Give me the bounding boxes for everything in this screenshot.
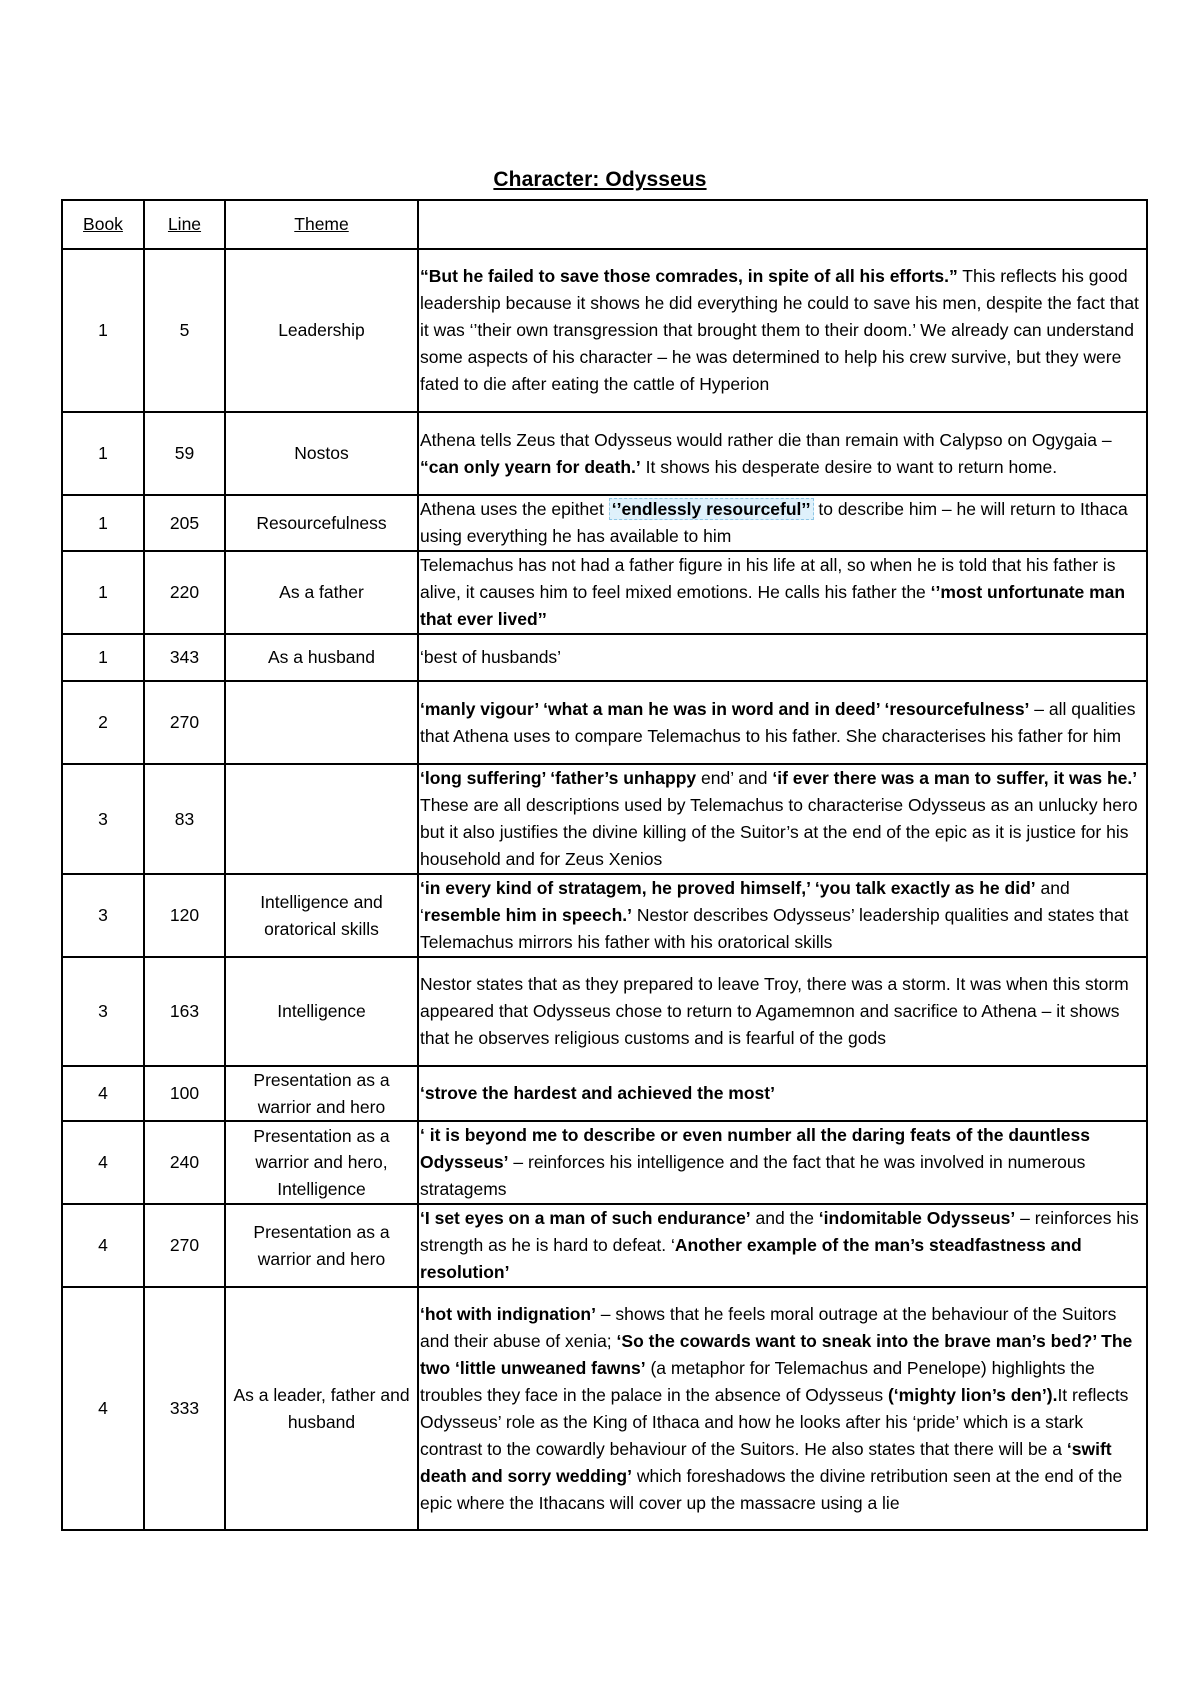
header-line: Line [144,200,225,249]
table-row [62,681,1147,764]
analysis-text: (a metaphor for Telemachus and Penelope) highlights the troubles they face in the palace in the absence of Odysseus [420,1357,1095,1405]
theme-cell: As a father [225,551,418,634]
table-row [62,1066,1147,1121]
quote-text: ‘if ever there was a man to suffer, it was he.’ [772,768,1138,788]
quote-text: ‘strove the hardest and achieved the most’ [420,1083,775,1103]
quote-text: ‘I set eyes on a man of such endurance’ [420,1208,751,1228]
quote-text: ‘’most unfortunate man that ever lived’’ [420,582,1126,629]
line-cell: 240 [144,1121,225,1204]
theme-cell: Presentation as a warrior and hero [225,1066,418,1121]
quote-analysis-cell [418,1287,1147,1530]
quote-text: ‘swift death and sorry wedding’ [420,1438,1112,1486]
quote-text: resemble him in speech.’ [423,905,633,925]
analysis-text: to describe him – he will return to Ithaca using everything he has available to him [420,499,1128,546]
analysis-text: It shows his desperate desire to want to return home. [640,456,1058,477]
analysis-text: – reinforces his strength as he is hard to defeat. ‘ [420,1208,1139,1255]
theme-cell: As a leader, father and husband [225,1287,418,1530]
book-cell: 4 [62,1287,144,1530]
quote-analysis-cell [418,1204,1147,1287]
quote-analysis-cell [418,634,1147,681]
quote-text: “But he failed to save those comrades, in spite of all his efforts.” [420,266,958,286]
theme-cell: Nostos [225,412,418,495]
table-body [62,249,1147,1530]
table-row [62,874,1147,957]
theme-cell [225,681,418,764]
book-cell: 1 [62,551,144,634]
quote-analysis-cell [418,681,1147,764]
book-cell: 1 [62,249,144,412]
book-cell: 2 [62,681,144,764]
line-cell: 270 [144,1204,225,1287]
quote-analysis-cell [418,957,1147,1066]
table-row [62,412,1147,495]
analysis-text: – all qualities that Athena uses to compare Telemachus to his father. She characterises his father for him [420,698,1136,746]
book-cell: 1 [62,412,144,495]
line-cell: 205 [144,495,225,551]
analysis-text: – reinforces his intelligence and the fact that he was involved in numerous stratagems [420,1152,1086,1199]
quote-analysis-cell [418,1121,1147,1204]
book-cell: 3 [62,764,144,874]
quote-text: “can only yearn for death.’ [420,456,641,477]
table-row [62,551,1147,634]
character-notes-table [61,199,1148,1531]
analysis-text: which foreshadows the divine retribution seen at the end of the epic where the Ithacans will cover up the massacre using a lie [420,1465,1123,1513]
quote-text: ‘ it is beyond me to describe or even number all the daring feats of the dauntless Odysseus’ [420,1125,1091,1172]
table-row [62,764,1147,874]
quote-analysis-cell [418,495,1147,551]
analysis-text: Nestor states that as they prepared to leave Troy, there was a storm. It was when this storm appeared that Odysseus chose to return to Agamemnon and sacrifice to Athena – it shows that he observes religious customs and is fearful of the gods [420,974,1129,1048]
book-cell: 1 [62,495,144,551]
line-cell: 59 [144,412,225,495]
analysis-text: This reflects his good leadership because it shows he did everything he could to save his men, despite the fact that it was ‘’their own transgression that brought them to their doom.’ We already can understand some aspects of his character – he was determined to help his crew survive, but they were fated to die after eating the cattle of Hyperion [420,266,1139,394]
quote-analysis-cell [418,412,1147,495]
line-cell: 220 [144,551,225,634]
analysis-text: ‘best of husbands’ [420,647,562,667]
quote-text: ‘So the cowards want to sneak into the brave man’s bed?’ The two ‘little unweaned fawns’ [420,1330,1133,1378]
page-title: Character: Odysseus [493,168,707,191]
analysis-text: Telemachus has not had a father figure in his life at all, so when he is told that his father is alive, it causes him to feel mixed emotions. He calls his father the [420,555,1116,602]
header-quote [418,200,1147,249]
quote-text: Another example of the man’s steadfastness and resolution’ [420,1235,1082,1282]
book-cell: 4 [62,1066,144,1121]
analysis-text: Athena tells Zeus that Odysseus would rather die than remain with Calypso on Ogygaia – [420,429,1112,450]
line-cell: 100 [144,1066,225,1121]
header-theme: Theme [225,200,418,249]
quote-analysis-cell [418,1066,1147,1121]
table-row [62,249,1147,412]
analysis-text: – shows that he feels moral outrage at the behaviour of the Suitors and their abuse of xenia; [420,1303,1117,1351]
quote-text: ‘indomitable Odysseus’ [818,1208,1016,1228]
quote-analysis-cell [418,764,1147,874]
table-row [62,1121,1147,1204]
highlighted-quote: ‘’endlessly resourceful’’ [609,498,814,520]
header-book: Book [62,200,144,249]
table-row [62,495,1147,551]
analysis-text: and ‘ [420,878,1070,925]
book-cell: 3 [62,874,144,957]
table-row [62,1287,1147,1530]
line-cell: 343 [144,634,225,681]
line-cell: 270 [144,681,225,764]
book-cell: 1 [62,634,144,681]
analysis-text: Nestor describes Odysseus’ leadership qualities and states that Telemachus mirrors his father with his oratorical skills [420,905,1129,952]
quote-analysis-cell [418,874,1147,957]
theme-cell: Intelligence and oratorical skills [225,874,418,957]
table-row [62,957,1147,1066]
line-cell: 5 [144,249,225,412]
table-row [62,634,1147,681]
quote-analysis-cell [418,249,1147,412]
quote-text: ‘manly vigour’ ‘what a man he was in word and in deed’ ‘resourcefulness’ [420,698,1030,719]
theme-cell: Resourcefulness [225,495,418,551]
table-header-row [62,200,1147,249]
line-cell: 120 [144,874,225,957]
theme-cell: Leadership [225,249,418,412]
theme-cell: Intelligence [225,957,418,1066]
book-cell: 4 [62,1204,144,1287]
book-cell: 4 [62,1121,144,1204]
analysis-text: end’ and [696,768,773,788]
line-cell: 163 [144,957,225,1066]
quote-text: ‘hot with indignation’ [420,1303,596,1324]
theme-cell [225,764,418,874]
analysis-text: Athena uses the epithet [420,499,609,519]
analysis-text: These are all descriptions used by Telemachus to characterise Odysseus as an unlucky hero but it also justifies the divine killing of the Suitor’s at the end of the epic as it is justice for his household and for Zeus Xenios [420,795,1138,869]
theme-cell: Presentation as a warrior and hero [225,1204,418,1287]
theme-cell: Presentation as a warrior and hero, Intelligence [225,1121,418,1204]
quote-analysis-cell [418,551,1147,634]
analysis-text: It reflects Odysseus’ role as the King of Ithaca and how he looks after his ‘pride’ which is a stark contrast to the cowardly behaviour of the Suitors. He also states that there will be a [420,1384,1129,1459]
line-cell: 333 [144,1287,225,1530]
theme-cell: As a husband [225,634,418,681]
quote-text: ‘long suffering’ ‘father’s unhappy [420,768,697,788]
quote-text: (‘mighty lion’s den’). [887,1384,1058,1405]
analysis-text: and the [750,1208,819,1228]
line-cell: 83 [144,764,225,874]
table-row [62,1204,1147,1287]
book-cell: 3 [62,957,144,1066]
quote-text: ‘in every kind of stratagem, he proved himself,’ ‘you talk exactly as he did’ [420,878,1036,898]
